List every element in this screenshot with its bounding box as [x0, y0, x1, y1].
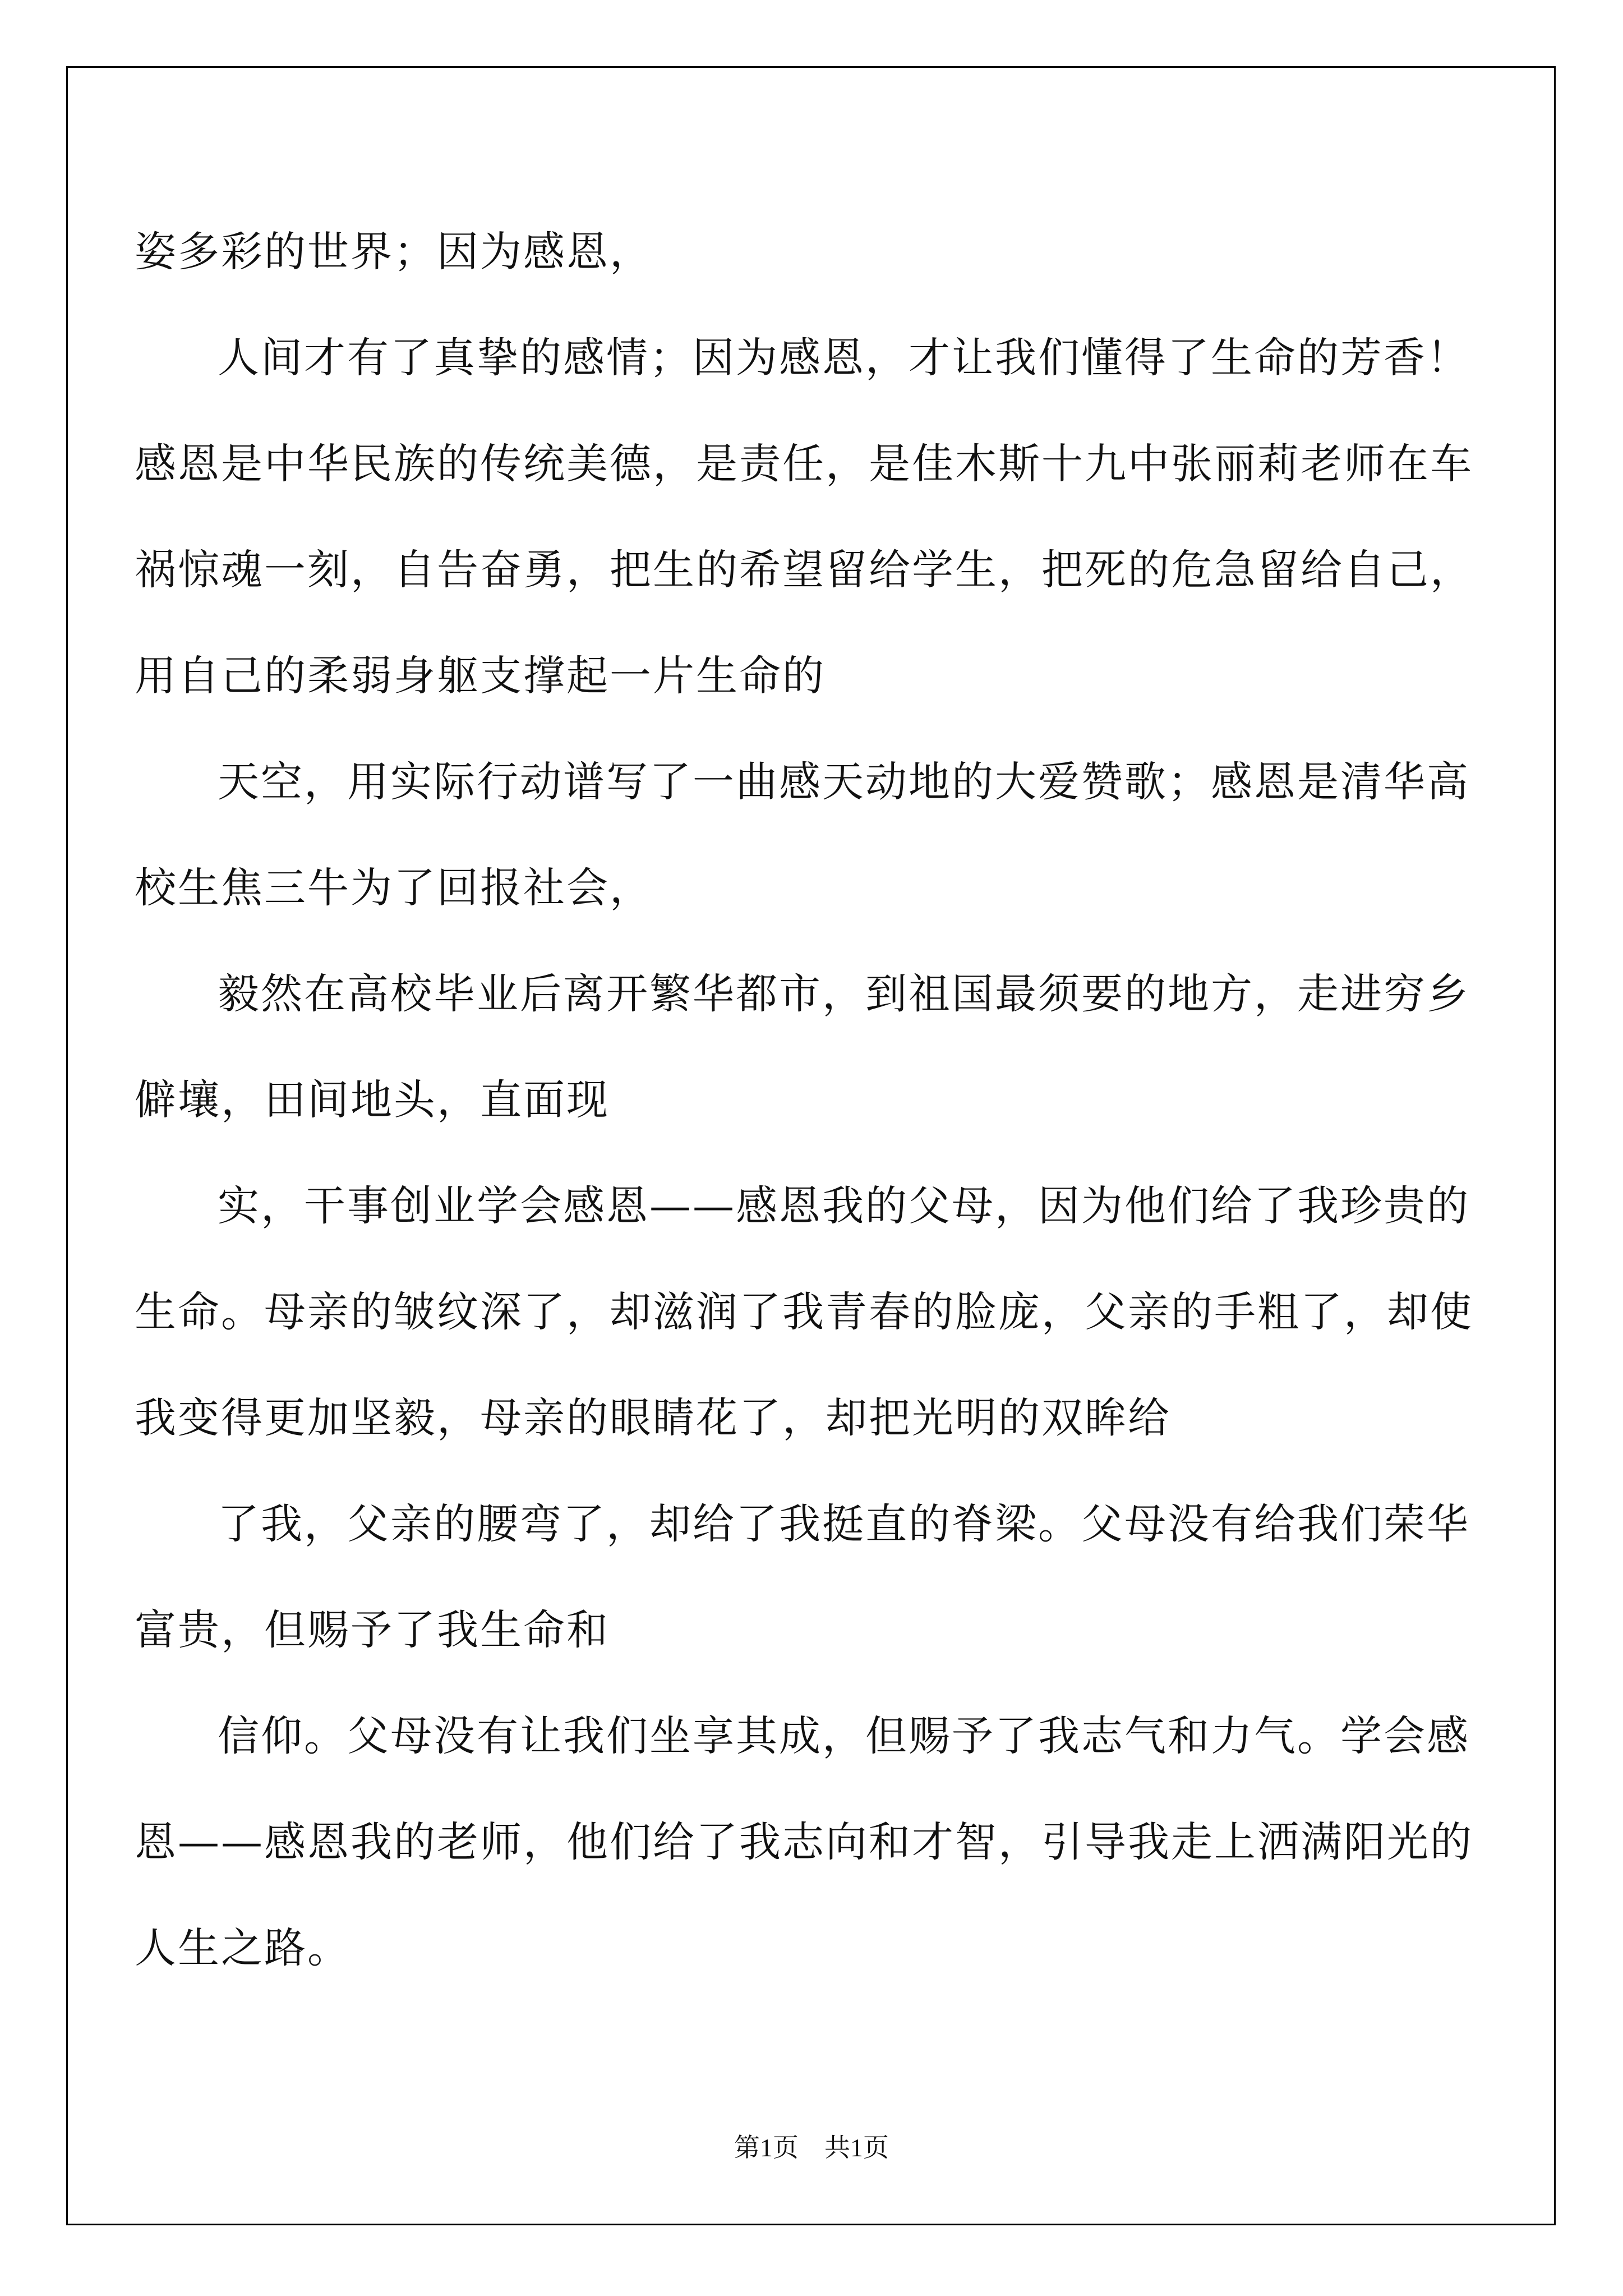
- paragraph: 天空，用实际行动谱写了一曲感天动地的大爱赞歌；感恩是清华高校生焦三牛为了回报社会，: [135, 758, 1470, 912]
- page-number: 第1页: [734, 2133, 799, 2162]
- paragraph: 了我，父亲的腰弯了，却给了我挺直的脊梁。父母没有给我们荣华富贵，但赐予了我生命和: [135, 1500, 1470, 1654]
- paragraph: 实，干事创业学会感恩——感恩我的父母，因为他们给了我珍贵的生命。母亲的皱纹深了，却滋润了我青春的脸庞，父亲的手粗了，却使我变得更加坚毅，母亲的眼睛花了，却把光明的双眸给: [135, 1182, 1473, 1442]
- paragraph: 人间才有了真挚的感情；因为感恩，才让我们懂得了生命的芳香！感恩是中华民族的传统美德，是责任，是佳木斯十九中张丽莉老师在车祸惊魂一刻，自告奋勇，把生的希望留给学生，把死的危急留给自己，用自己的柔弱身躯支撑起一片生命的: [135, 334, 1473, 700]
- page-total: 共1页: [824, 2133, 889, 2162]
- paragraph: 毅然在高校毕业后离开繁华都市，到祖国最须要的地方，走进穷乡僻壤，田间地头，直面现: [135, 970, 1470, 1124]
- paragraph: 信仰。父母没有让我们坐享其成，但赐予了我志气和力气。学会感恩——感恩我的老师，他们给了我志向和才智，引导我走上洒满阳光的人生之路。: [135, 1712, 1473, 1972]
- document-body: [135, 199, 1492, 2001]
- page-footer: [0, 2127, 1623, 2164]
- paragraph: 姿多彩的世界；因为感恩，: [135, 228, 653, 276]
